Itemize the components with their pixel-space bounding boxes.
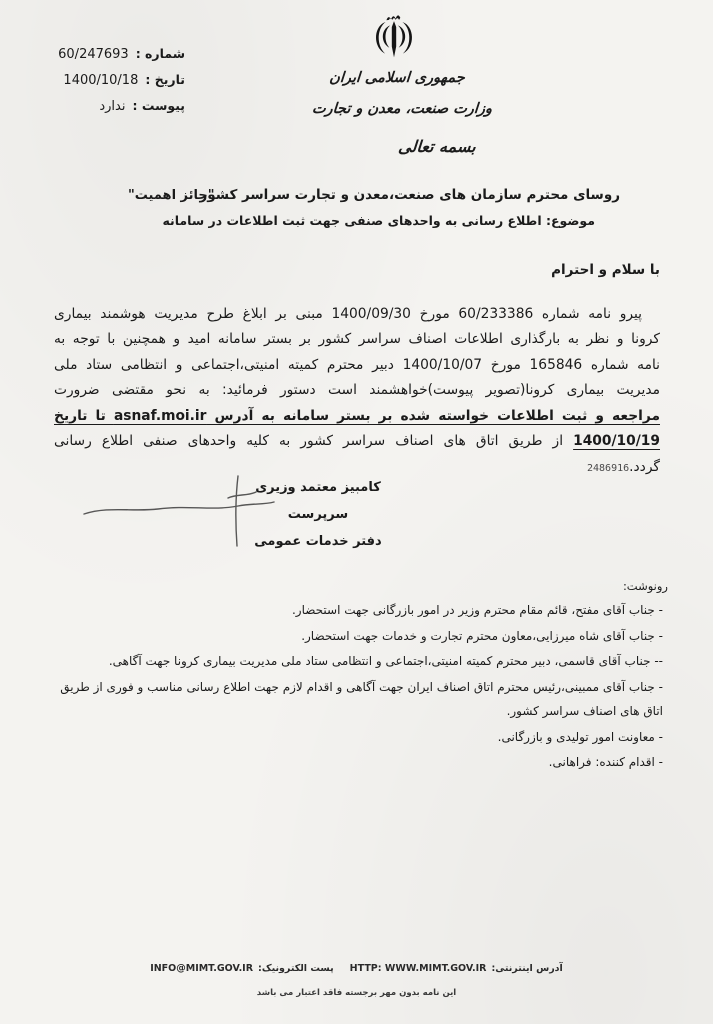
salutation: با سلام و احترام <box>551 262 660 278</box>
number-value: 60/247693 <box>58 47 129 62</box>
attachment-value: ندارد <box>99 99 126 114</box>
footer-web-segment <box>350 963 563 974</box>
signer-office: دفتر خدمات عمومی <box>254 534 382 549</box>
date-value: 1400/10/18 <box>63 73 139 88</box>
cc-item: - معاونت امور تولیدی و بازرگانی. <box>497 729 663 744</box>
email-label: پست الکترونیک: <box>258 963 334 974</box>
body-paragraph <box>54 302 660 482</box>
attachment-row <box>58 98 185 124</box>
attachment-label: پیوست : <box>132 98 185 113</box>
iran-emblem-icon <box>365 11 423 65</box>
cc-item: - جناب آقای ممبینی،رئیس محترم اتاق اصناف ایران جهت آگاهی و اقدام لازم جهت اطلاع رسانی مناسب و فوری از طریق اتاق های اصناف سراسر کشور. <box>60 679 663 718</box>
importance-note: "حائز اهمیت" <box>128 188 215 203</box>
signer-role: سرپرست <box>287 507 349 522</box>
cc-item: - جناب آقای مفتح، قائم مقام محترم وزیر در امور بازرگانی جهت استحضار. <box>291 603 663 617</box>
subject-line: موضوع: اطلاع رسانی به واحدهای صنفی جهت ثبت اطلاعات در سامانه <box>162 213 595 228</box>
body-underlined-directive: مراجعه و ثبت اطلاعات خواسته شده بر بستر سامانه به آدرس asnaf.moi.ir تا تاریخ 1400/10/19 <box>54 407 660 450</box>
web-address-value: HTTP: WWW.MIMT.GOV.IR <box>349 963 487 974</box>
cc-item: - اقدام کننده: فراهانی. <box>548 755 663 769</box>
footer-email-segment <box>150 963 333 974</box>
date-label: تاریخ : <box>145 72 185 87</box>
cc-item: - جناب آقای شاه میرزایی،معاون محترم تجارت و خدمات جهت استحضار. <box>301 628 663 643</box>
number-label: شماره : <box>135 46 185 61</box>
email-value: INFO@MIMT.GOV.IR <box>150 963 254 974</box>
signature-block <box>218 474 418 555</box>
signer-name: کامبیز معتمد وزیری <box>255 480 381 495</box>
letter-number-row <box>58 46 185 72</box>
footer-validity-note: این نامه بدون مهر برجسته فاقد اعتبار می باشد <box>256 988 457 998</box>
tracking-number: 2486916 <box>586 462 630 474</box>
addressee-line: روسای محترم سازمان های صنعت،معدن و تجارت سراسر کشور <box>199 187 620 203</box>
letter-meta-block <box>58 46 185 124</box>
web-address-label: آدرس اینترنتی: <box>491 963 563 974</box>
letterhead-republic: جمهوری اسلامی ایران <box>328 70 466 86</box>
cc-label: رونوشت: <box>622 579 668 593</box>
letter-date-row <box>58 72 185 98</box>
cc-list <box>45 598 663 776</box>
letterhead-ministry: وزارت صنعت، معدن و تجارت <box>311 101 493 117</box>
letterhead-invocation: بسمه تعالی <box>397 137 477 156</box>
body-text-part1: پیرو نامه شماره 60/233386 مورخ 1400/09/30 مبنی بر ابلاغ طرح مدیریت هوشمند بیماری کرونا و نظر به بارگذاری اطلاعات اصناف سراسر کشور بر بستر سامانه امید و همچنین با توجه به نامه شماره 165846 مورخ 1400/10/07 دبیر محترم کمیته امنیتی،اجتماعی و انتظامی ستاد ملی مدیریت بیماری کرونا(تصویر پیوست)خواهشمند است دستور فرمائید: به نحو مقتضی ضرورت <box>54 305 661 399</box>
footer-contact-line <box>0 963 713 974</box>
body-text-part2: از طریق اتاق های اصناف سراسر کشور به کلیه واحدهای صنفی اطلاع رسانی گردد. <box>54 433 660 475</box>
cc-item: -- جناب آقای قاسمی، دبیر محترم کمیته امنیتی،اجتماعی و انتظامی ستاد ملی مدیریت بیماری کرونا جهت آگاهی. <box>108 654 663 668</box>
